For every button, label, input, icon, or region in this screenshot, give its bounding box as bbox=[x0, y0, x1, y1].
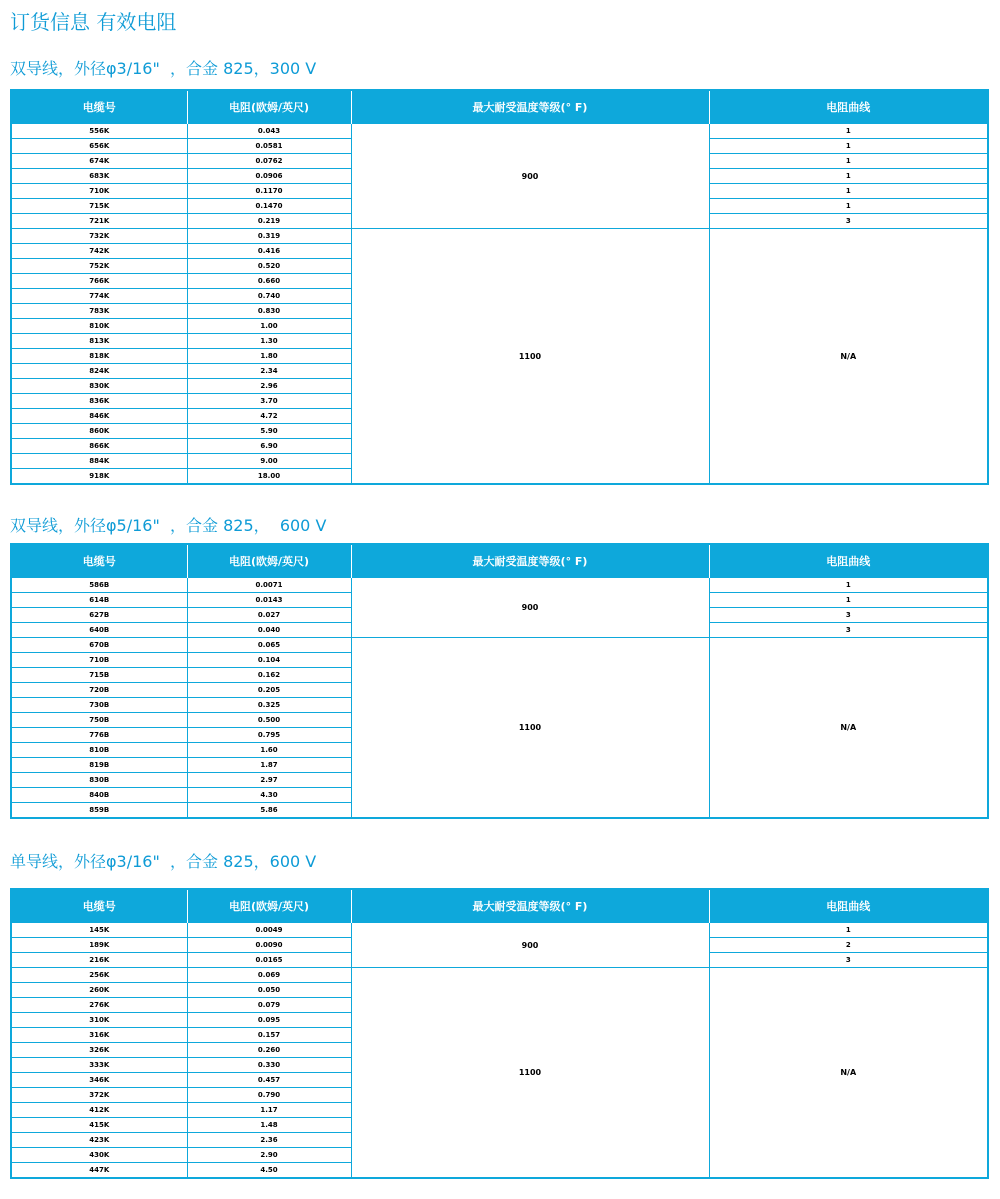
resistance-cell: 0.027 bbox=[187, 608, 351, 623]
resistance-cell: 0.040 bbox=[187, 623, 351, 638]
cable-number-cell: 189K bbox=[11, 938, 187, 953]
cable-number-cell: 742K bbox=[11, 244, 187, 259]
resistance-curve-cell: 1 bbox=[709, 199, 988, 214]
resistance-curve-cell: 1 bbox=[709, 184, 988, 199]
resistance-cell: 0.0762 bbox=[187, 154, 351, 169]
resistance-curve-cell: 3 bbox=[709, 623, 988, 638]
table-3-heading: 单导线，外径φ3/16" ，合金 825，600 V bbox=[10, 852, 317, 871]
cable-number-cell: 859B bbox=[11, 803, 187, 819]
cable-number-cell: 721K bbox=[11, 214, 187, 229]
cable-number-cell: 824K bbox=[11, 364, 187, 379]
resistance-cell: 4.72 bbox=[187, 409, 351, 424]
cable-number-cell: 732K bbox=[11, 229, 187, 244]
resistance-cell: 2.97 bbox=[187, 773, 351, 788]
resistance-cell: 0.079 bbox=[187, 998, 351, 1013]
column-header: 电阻曲线 bbox=[709, 544, 988, 578]
resistance-curve-cell: 1 bbox=[709, 139, 988, 154]
resistance-cell: 0.095 bbox=[187, 1013, 351, 1028]
cable-number-cell: 810B bbox=[11, 743, 187, 758]
cable-number-cell: 326K bbox=[11, 1043, 187, 1058]
cable-number-cell: 783K bbox=[11, 304, 187, 319]
resistance-cell: 0.0581 bbox=[187, 139, 351, 154]
resistance-cell: 2.96 bbox=[187, 379, 351, 394]
cable-number-cell: 836K bbox=[11, 394, 187, 409]
resistance-curve-cell: 3 bbox=[709, 953, 988, 968]
cable-number-cell: 766K bbox=[11, 274, 187, 289]
cable-number-cell: 556K bbox=[11, 124, 187, 139]
resistance-curve-cell: 1 bbox=[709, 593, 988, 608]
resistance-cell: 9.00 bbox=[187, 454, 351, 469]
resistance-cell: 0.043 bbox=[187, 124, 351, 139]
column-header: 最大耐受温度等级(° F) bbox=[351, 90, 709, 124]
cable-number-cell: 813K bbox=[11, 334, 187, 349]
resistance-cell: 1.30 bbox=[187, 334, 351, 349]
column-header: 电缆号 bbox=[11, 544, 187, 578]
cable-number-cell: 918K bbox=[11, 469, 187, 485]
page-title: 订货信息 有效电阻 bbox=[10, 10, 177, 34]
cable-number-cell: 333K bbox=[11, 1058, 187, 1073]
table-header-row bbox=[11, 90, 988, 124]
resistance-cell: 2.90 bbox=[187, 1148, 351, 1163]
resistance-curve-cell: 1 bbox=[709, 923, 988, 938]
cable-number-cell: 145K bbox=[11, 923, 187, 938]
column-header: 电缆号 bbox=[11, 90, 187, 124]
cable-number-cell: 415K bbox=[11, 1118, 187, 1133]
column-header: 电阻曲线 bbox=[709, 90, 988, 124]
cable-number-cell: 372K bbox=[11, 1088, 187, 1103]
cable-number-cell: 316K bbox=[11, 1028, 187, 1043]
cable-number-cell: 674K bbox=[11, 154, 187, 169]
cable-number-cell: 216K bbox=[11, 953, 187, 968]
resistance-cell: 2.34 bbox=[187, 364, 351, 379]
resistance-cell: 0.416 bbox=[187, 244, 351, 259]
cable-number-cell: 884K bbox=[11, 454, 187, 469]
resistance-cell: 0.0090 bbox=[187, 938, 351, 953]
resistance-cell: 0.205 bbox=[187, 683, 351, 698]
cable-number-cell: 830K bbox=[11, 379, 187, 394]
max-temperature-cell: 1100 bbox=[351, 968, 709, 1179]
resistance-curve-cell: N/A bbox=[709, 229, 988, 485]
column-header: 电缆号 bbox=[11, 889, 187, 923]
column-header: 最大耐受温度等级(° F) bbox=[351, 544, 709, 578]
cable-number-cell: 710K bbox=[11, 184, 187, 199]
column-header: 最大耐受温度等级(° F) bbox=[351, 889, 709, 923]
cable-number-cell: 586B bbox=[11, 578, 187, 593]
column-header: 电阻(欧姆/英尺) bbox=[187, 544, 351, 578]
resistance-cell: 0.457 bbox=[187, 1073, 351, 1088]
cable-number-cell: 840B bbox=[11, 788, 187, 803]
resistance-cell: 0.219 bbox=[187, 214, 351, 229]
column-header: 电阻(欧姆/英尺) bbox=[187, 889, 351, 923]
resistance-cell: 4.30 bbox=[187, 788, 351, 803]
cable-number-cell: 423K bbox=[11, 1133, 187, 1148]
resistance-cell: 0.157 bbox=[187, 1028, 351, 1043]
cable-number-cell: 670B bbox=[11, 638, 187, 653]
cable-number-cell: 260K bbox=[11, 983, 187, 998]
table-row bbox=[11, 923, 988, 938]
resistance-cell: 0.260 bbox=[187, 1043, 351, 1058]
resistance-table-1 bbox=[10, 89, 989, 485]
max-temperature-cell: 1100 bbox=[351, 229, 709, 485]
cable-number-cell: 656K bbox=[11, 139, 187, 154]
cable-number-cell: 819B bbox=[11, 758, 187, 773]
cable-number-cell: 818K bbox=[11, 349, 187, 364]
resistance-cell: 4.50 bbox=[187, 1163, 351, 1179]
cable-number-cell: 776B bbox=[11, 728, 187, 743]
cable-number-cell: 627B bbox=[11, 608, 187, 623]
cable-number-cell: 866K bbox=[11, 439, 187, 454]
resistance-cell: 0.790 bbox=[187, 1088, 351, 1103]
resistance-table-3 bbox=[10, 888, 989, 1179]
resistance-curve-cell: N/A bbox=[709, 638, 988, 819]
table-row bbox=[11, 968, 988, 983]
resistance-cell: 0.104 bbox=[187, 653, 351, 668]
resistance-cell: 1.17 bbox=[187, 1103, 351, 1118]
table-1-heading: 双导线，外径φ3/16" ，合金 825，300 V bbox=[10, 59, 317, 78]
cable-number-cell: 683K bbox=[11, 169, 187, 184]
resistance-curve-cell: 1 bbox=[709, 154, 988, 169]
resistance-cell: 2.36 bbox=[187, 1133, 351, 1148]
resistance-cell: 0.330 bbox=[187, 1058, 351, 1073]
resistance-cell: 5.86 bbox=[187, 803, 351, 819]
resistance-cell: 5.90 bbox=[187, 424, 351, 439]
max-temperature-cell: 1100 bbox=[351, 638, 709, 819]
resistance-cell: 1.80 bbox=[187, 349, 351, 364]
resistance-cell: 0.500 bbox=[187, 713, 351, 728]
resistance-cell: 0.520 bbox=[187, 259, 351, 274]
resistance-cell: 1.87 bbox=[187, 758, 351, 773]
cable-number-cell: 256K bbox=[11, 968, 187, 983]
resistance-curve-cell: 3 bbox=[709, 214, 988, 229]
resistance-cell: 0.0906 bbox=[187, 169, 351, 184]
resistance-table-2 bbox=[10, 543, 989, 819]
table-2-heading: 双导线，外径φ5/16" ，合金 825， 600 V bbox=[10, 516, 327, 535]
cable-number-cell: 715K bbox=[11, 199, 187, 214]
resistance-cell: 0.0049 bbox=[187, 923, 351, 938]
cable-number-cell: 730B bbox=[11, 698, 187, 713]
cable-number-cell: 810K bbox=[11, 319, 187, 334]
resistance-cell: 0.162 bbox=[187, 668, 351, 683]
cable-number-cell: 346K bbox=[11, 1073, 187, 1088]
resistance-curve-cell: N/A bbox=[709, 968, 988, 1179]
cable-number-cell: 276K bbox=[11, 998, 187, 1013]
resistance-cell: 1.48 bbox=[187, 1118, 351, 1133]
cable-number-cell: 750B bbox=[11, 713, 187, 728]
resistance-cell: 0.050 bbox=[187, 983, 351, 998]
cable-number-cell: 774K bbox=[11, 289, 187, 304]
resistance-cell: 0.1170 bbox=[187, 184, 351, 199]
cable-number-cell: 447K bbox=[11, 1163, 187, 1179]
max-temperature-cell: 900 bbox=[351, 124, 709, 229]
resistance-cell: 0.660 bbox=[187, 274, 351, 289]
max-temperature-cell: 900 bbox=[351, 578, 709, 638]
table-row bbox=[11, 124, 988, 139]
resistance-cell: 0.0165 bbox=[187, 953, 351, 968]
cable-number-cell: 860K bbox=[11, 424, 187, 439]
cable-number-cell: 430K bbox=[11, 1148, 187, 1163]
resistance-cell: 0.795 bbox=[187, 728, 351, 743]
cable-number-cell: 310K bbox=[11, 1013, 187, 1028]
resistance-cell: 0.325 bbox=[187, 698, 351, 713]
max-temperature-cell: 900 bbox=[351, 923, 709, 968]
resistance-cell: 0.319 bbox=[187, 229, 351, 244]
resistance-cell: 1.00 bbox=[187, 319, 351, 334]
cable-number-cell: 752K bbox=[11, 259, 187, 274]
resistance-curve-cell: 1 bbox=[709, 578, 988, 593]
resistance-cell: 1.60 bbox=[187, 743, 351, 758]
cable-number-cell: 846K bbox=[11, 409, 187, 424]
cable-number-cell: 412K bbox=[11, 1103, 187, 1118]
resistance-cell: 0.069 bbox=[187, 968, 351, 983]
resistance-cell: 6.90 bbox=[187, 439, 351, 454]
resistance-curve-cell: 2 bbox=[709, 938, 988, 953]
cable-number-cell: 710B bbox=[11, 653, 187, 668]
resistance-cell: 3.70 bbox=[187, 394, 351, 409]
resistance-curve-cell: 1 bbox=[709, 124, 988, 139]
cable-number-cell: 640B bbox=[11, 623, 187, 638]
table-row bbox=[11, 578, 988, 593]
table-header-row bbox=[11, 544, 988, 578]
cable-number-cell: 614B bbox=[11, 593, 187, 608]
resistance-cell: 0.830 bbox=[187, 304, 351, 319]
table-row bbox=[11, 229, 988, 244]
table-header-row bbox=[11, 889, 988, 923]
resistance-cell: 18.00 bbox=[187, 469, 351, 485]
resistance-cell: 0.0143 bbox=[187, 593, 351, 608]
resistance-cell: 0.0071 bbox=[187, 578, 351, 593]
resistance-cell: 0.740 bbox=[187, 289, 351, 304]
cable-number-cell: 715B bbox=[11, 668, 187, 683]
column-header: 电阻曲线 bbox=[709, 889, 988, 923]
table-row bbox=[11, 638, 988, 653]
cable-number-cell: 720B bbox=[11, 683, 187, 698]
resistance-curve-cell: 1 bbox=[709, 169, 988, 184]
resistance-curve-cell: 3 bbox=[709, 608, 988, 623]
resistance-cell: 0.065 bbox=[187, 638, 351, 653]
column-header: 电阻(欧姆/英尺) bbox=[187, 90, 351, 124]
cable-number-cell: 830B bbox=[11, 773, 187, 788]
resistance-cell: 0.1470 bbox=[187, 199, 351, 214]
